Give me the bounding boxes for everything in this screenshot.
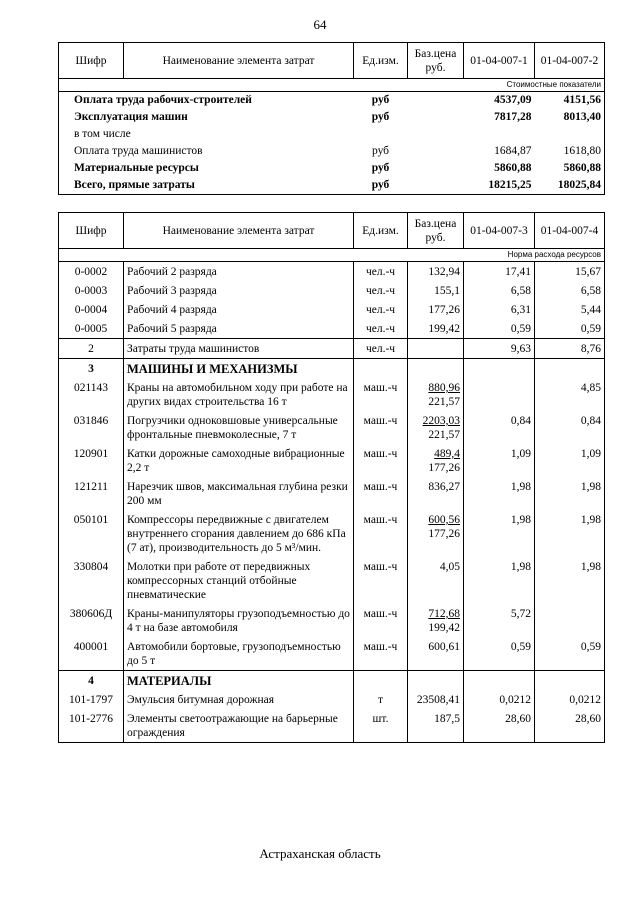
cost-price [408, 177, 464, 195]
resource-name: Нарезчик швов, максимальная глубина резки 200 мм [124, 477, 354, 510]
header-col1: 01-04-007-1 [464, 43, 535, 79]
price-main: 2203,03 [422, 415, 460, 427]
resource-price [408, 359, 464, 379]
resource-code: 0-0005 [59, 319, 124, 339]
resource-code: 2 [59, 339, 124, 359]
resource-name: Катки дорожные самоходные вибрационные 2,2 т [124, 444, 354, 477]
resource-name: МАТЕРИАЛЫ [124, 671, 354, 691]
resource-price: 23508,41 [408, 690, 464, 709]
resource-price [408, 510, 464, 557]
cost-row [59, 109, 605, 126]
resource-name: Элементы светоотражающие на барьерные ограждения [124, 709, 354, 743]
resource-row [59, 604, 605, 637]
cost-value-1: 7817,28 [494, 111, 532, 123]
resource-name: МАШИНЫ И МЕХАНИЗМЫ [124, 359, 354, 379]
resource-row [59, 319, 605, 339]
cost-name: Оплата труда машинистов [59, 143, 354, 160]
resource-code: 3 [59, 359, 124, 379]
resource-unit: чел.-ч [354, 300, 408, 319]
cost-unit: руб [354, 177, 408, 195]
resource-value-2: 4,85 [535, 378, 605, 411]
resource-code: 400001 [59, 637, 124, 671]
cost-value-2: 4151,56 [535, 92, 605, 110]
resource-name: Рабочий 2 разряда [124, 262, 354, 282]
price-machinist: 199,42 [428, 622, 460, 634]
resource-unit: маш.-ч [354, 378, 408, 411]
resource-code: 0-0003 [59, 281, 124, 300]
resource-value-2: 28,60 [535, 709, 605, 743]
resource-code: 0-0004 [59, 300, 124, 319]
resource-value-2: 1,98 [535, 510, 605, 557]
resource-value-2: 0,59 [535, 637, 605, 671]
resource-price [408, 604, 464, 637]
cost-value-2: 1618,80 [535, 143, 605, 160]
resource-unit: чел.-ч [354, 281, 408, 300]
cost-value-1: 1684,87 [494, 145, 532, 157]
header-price: Баз.цена руб. [408, 213, 464, 249]
resource-unit: маш.-ч [354, 604, 408, 637]
resource-value-2: 1,98 [535, 477, 605, 510]
resource-value-1: 6,58 [464, 281, 535, 300]
resource-name: Рабочий 4 разряда [124, 300, 354, 319]
cost-price [408, 160, 464, 177]
resource-value-1: 0,59 [464, 637, 535, 671]
resource-row [59, 300, 605, 319]
resource-table [58, 212, 605, 743]
resource-name: Рабочий 5 разряда [124, 319, 354, 339]
resource-row [59, 637, 605, 671]
resource-value-2: 0,0212 [535, 690, 605, 709]
resource-unit: маш.-ч [354, 557, 408, 604]
cost-name: Всего, прямые затраты [59, 177, 354, 195]
resource-unit: шт. [354, 709, 408, 743]
header-unit: Ед.изм. [354, 213, 408, 249]
resource-row [59, 411, 605, 444]
resource-value-1: 0,59 [464, 319, 535, 339]
resource-value-2 [535, 604, 605, 637]
cost-table [58, 42, 605, 195]
resource-value-1 [464, 671, 535, 691]
resource-unit: маш.-ч [354, 510, 408, 557]
resource-price: 4,05 [408, 557, 464, 604]
resource-row [59, 671, 605, 691]
resource-value-1: 0,84 [464, 411, 535, 444]
price-main: 880,96 [428, 382, 460, 394]
resource-row [59, 359, 605, 379]
resource-code: 120901 [59, 444, 124, 477]
resource-value-1: 5,72 [464, 604, 535, 637]
price-machinist: 221,57 [428, 396, 460, 408]
resource-value-2: 8,76 [535, 339, 605, 359]
resource-code: 101-2776 [59, 709, 124, 743]
price-main: 489,4 [434, 448, 460, 460]
cost-value-1: 4537,09 [494, 94, 532, 106]
cost-unit: руб [371, 162, 390, 174]
resource-price: 600,61 [408, 637, 464, 671]
cost-name: в том числе [59, 126, 354, 143]
cost-name: Материальные ресурсы [59, 160, 354, 177]
resource-unit: маш.-ч [354, 477, 408, 510]
header-name: Наименование элемента затрат [124, 43, 354, 79]
resource-value-1: 6,31 [464, 300, 535, 319]
cost-row [59, 126, 605, 143]
resource-row [59, 510, 605, 557]
resource-unit: маш.-ч [354, 637, 408, 671]
header-price: Баз.цена руб. [408, 43, 464, 79]
cost-value-2: 8013,40 [535, 109, 605, 126]
cost-value-2: 18025,84 [535, 177, 605, 195]
resource-value-1 [464, 378, 535, 411]
price-machinist: 221,57 [428, 429, 460, 441]
cost-unit [354, 126, 408, 143]
header-name: Наименование элемента затрат [124, 213, 354, 249]
resource-price [408, 444, 464, 477]
resource-name: Компрессоры передвижные с двигателем внутреннего сгорания давлением до 686 кПа (7 ат), производительность до 5 м³/мин. [124, 510, 354, 557]
resource-price: 187,5 [408, 709, 464, 743]
resource-code: 050101 [59, 510, 124, 557]
header-col3: 01-04-007-3 [464, 213, 535, 249]
resource-unit: чел.-ч [354, 339, 408, 359]
resource-price: 199,42 [408, 319, 464, 339]
resource-row [59, 477, 605, 510]
cost-unit: руб [371, 111, 390, 123]
resource-row [59, 444, 605, 477]
cost-row [59, 160, 605, 177]
cost-price [408, 143, 464, 160]
resource-code: 4 [59, 671, 124, 691]
resource-value-2: 0,59 [535, 319, 605, 339]
resource-name: Рабочий 3 разряда [124, 281, 354, 300]
resource-price: 836,27 [408, 477, 464, 510]
resource-code: 330804 [59, 557, 124, 604]
resource-subheader: Норма расхода ресурсов [59, 249, 605, 262]
resource-row [59, 690, 605, 709]
resource-code: 380606Д [59, 604, 124, 637]
resource-name: Погрузчики одноковшовые универсальные фронтальные пневмоколесные, 7 т [124, 411, 354, 444]
price-main: 600,56 [428, 514, 460, 526]
cost-value-1 [464, 126, 535, 143]
cost-row [59, 143, 605, 160]
cost-price [408, 109, 464, 126]
resource-code: 101-1797 [59, 690, 124, 709]
resource-name: Автомобили бортовые, грузоподъемностью до 5 т [124, 637, 354, 671]
resource-value-1: 1,98 [464, 557, 535, 604]
resource-price: 132,94 [408, 262, 464, 282]
resource-price [408, 378, 464, 411]
resource-name: Затраты труда машинистов [124, 339, 354, 359]
resource-code: 121211 [59, 477, 124, 510]
resource-value-1: 1,98 [464, 510, 535, 557]
cost-price [408, 126, 464, 143]
resource-value-1: 0,0212 [464, 690, 535, 709]
resource-value-2: 1,98 [535, 557, 605, 604]
resource-price [408, 411, 464, 444]
resource-value-2: 6,58 [535, 281, 605, 300]
resource-name: Молотки при работе от передвижных компрессорных станций отбойные пневматические [124, 557, 354, 604]
cost-value-2 [535, 126, 605, 143]
resource-code: 021143 [59, 378, 124, 411]
resource-value-1: 1,98 [464, 477, 535, 510]
resource-name: Эмульсия битумная дорожная [124, 690, 354, 709]
cost-unit: руб [371, 94, 390, 106]
cost-value-1: 5860,88 [494, 162, 532, 174]
header-unit: Ед.изм. [354, 43, 408, 79]
price-machinist: 177,26 [428, 528, 460, 540]
page-number: 64 [313, 17, 327, 32]
resource-unit: чел.-ч [354, 262, 408, 282]
resource-value-2: 0,84 [535, 411, 605, 444]
header-col4: 01-04-007-4 [535, 213, 605, 249]
header-code: Шифр [59, 43, 124, 79]
resource-row [59, 378, 605, 411]
resource-value-2: 5,44 [535, 300, 605, 319]
resource-price [408, 339, 464, 359]
resource-unit [354, 359, 408, 379]
resource-value-1 [464, 359, 535, 379]
resource-value-1: 9,63 [464, 339, 535, 359]
resource-value-1: 17,41 [464, 262, 535, 282]
resource-row [59, 339, 605, 359]
cost-price [408, 92, 464, 110]
resource-unit: маш.-ч [354, 411, 408, 444]
resource-unit: т [354, 690, 408, 709]
header-code: Шифр [59, 213, 124, 249]
footer-region: Астраханская область [259, 846, 381, 861]
resource-price: 155,1 [408, 281, 464, 300]
cost-name: Оплата труда рабочих-строителей [59, 92, 354, 110]
resource-row [59, 281, 605, 300]
resource-code: 0-0002 [59, 262, 124, 282]
resource-value-1: 1,09 [464, 444, 535, 477]
cost-value-1: 18215,25 [464, 177, 535, 195]
resource-price: 177,26 [408, 300, 464, 319]
resource-value-2: 1,09 [535, 444, 605, 477]
resource-unit [354, 671, 408, 691]
cost-row [59, 92, 605, 110]
resource-code: 031846 [59, 411, 124, 444]
cost-unit: руб [371, 145, 390, 157]
resource-value-2 [535, 359, 605, 379]
resource-name: Краны-манипуляторы грузоподъемностью до 4 т на базе автомобиля [124, 604, 354, 637]
resource-unit: маш.-ч [354, 444, 408, 477]
resource-name: Краны на автомобильном ходу при работе на других видах строительства 16 т [124, 378, 354, 411]
cost-row [59, 177, 605, 195]
resource-row [59, 557, 605, 604]
cost-name: Эксплуатация машин [59, 109, 354, 126]
header-col2: 01-04-007-2 [535, 43, 605, 79]
resource-value-2 [535, 671, 605, 691]
cost-value-2: 5860,88 [535, 160, 605, 177]
cost-subheader: Стоимостные показатели [59, 79, 605, 92]
resource-row [59, 709, 605, 743]
resource-value-2: 15,67 [535, 262, 605, 282]
resource-price [408, 671, 464, 691]
resource-unit: чел.-ч [354, 319, 408, 339]
price-main: 712,68 [428, 608, 460, 620]
resource-value-1: 28,60 [464, 709, 535, 743]
price-machinist: 177,26 [428, 462, 460, 474]
resource-row [59, 262, 605, 282]
